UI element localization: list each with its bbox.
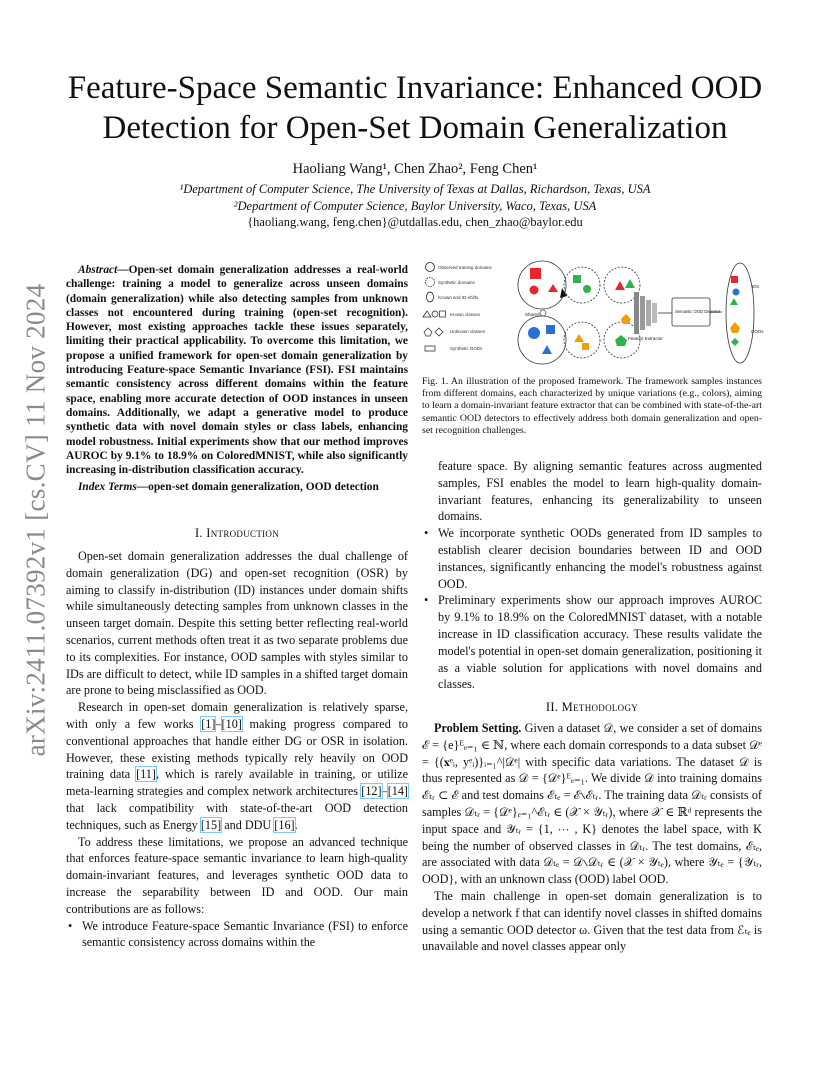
intro-paragraph-3: To address these limitations, we propose an advanced technique that enforces feature-space semantic invariance to learn high-quality domain-invariant features, and leverages synthetic OOD data to increase the separability between ID and OOD. Our main contributions are as follows: [66,834,408,916]
contribution-bullet-1-continued: feature space. By aligning semantic features across augmented samples, FSI enables the model to learn high-quality domain-invariant features, enhancing its generalizability to unseen domains. [438,459,762,524]
affiliation-2: ²Department of Computer Science, Baylor University, Waco, Texas, USA [233,199,597,213]
citation-link[interactable]: [12] [361,784,382,799]
legend-label: Observed training domains [438,265,492,270]
layer-block [646,300,651,326]
arxiv-identifier-text: arXiv:2411.07392v1 [cs.CV] 11 Nov 2024 [20,283,51,757]
index-terms-text: —open-set domain generalization, OOD detection [136,481,379,493]
author-emails: {haoliang.wang, feng.chen}@utdallas.edu, chen_zhao@baylor.edu [247,215,583,229]
citation-link[interactable]: [11] [136,767,156,782]
framework-figure [422,258,764,368]
legend-label: Known and ID-shifts [438,295,479,300]
shape-square [546,325,555,334]
introduction-body [66,548,408,951]
shape-square [731,276,738,283]
abstract-label: Abstract [78,264,118,276]
section-heading-methodology: II. Methodology [545,700,639,715]
legend-label: Synthetic OODs [450,346,483,351]
oods-label: OODs [751,329,764,334]
shape-circle [528,327,540,339]
abstract [66,263,408,477]
text-run: . [294,817,298,832]
text-run: – [381,784,388,799]
layer-block [652,303,657,323]
section-heading-introduction: I. Introduction [194,526,280,540]
layer-block [634,292,639,334]
paper-authors: Haoliang Wang¹, Chen Zhao², Feng Chen¹ [292,161,538,177]
ood-detector-label: Semantic OOD Detector [675,309,721,314]
text-run: making progress compared to conventional approaches that handle either DG or OSR in isolation. However, these existing methods typically rely heavily on OOD training data [66,716,408,782]
paper-title: Feature-Space Semantic Invariance: Enhanced OOD Detection for Open-Set Domain Generalization [67,70,763,146]
intro-paragraph-1: Open-set domain generalization addresses the dual challenge of domain generalization (DG) and open-set recognition (OSR) by aiming to classify in-distribution (ID) instances under domain shifts while simultaneously detecting samples from unknown classes in the unseen target domain. Despite this setting better reflecting real-world scenarios, current methods often treat it as two separate problems due to its complexities. For instance, OOD samples with styles similar to IDs are difficult to detect, while ID samples in a shifted target domain are prone to being misclassified as OOD. [66,549,408,698]
text-run: – [215,716,222,731]
citation-link[interactable]: [16] [274,817,295,832]
feature-extractor-label: Feature Extractor [628,336,663,341]
shape-circle [530,286,539,295]
contribution-bullet-1: • We introduce Feature-space Semantic Invariance (FSI) to enforce semantic consistency across domains within the [66,918,408,952]
citation-link[interactable]: [10] [221,716,242,731]
shape-circle [733,289,740,296]
contribution-bullet-3: • Preliminary experiments show our approach improves AUROC by 9.1% to 18.9% on the ColoredMNIST dataset, with a notable increase in ID classification accuracy. These results validate the model's potential in open-set domain generalization, positioning it as a viable solution for applications with novel domains and classes. [422,592,762,693]
problem-setting-runin: Problem Setting. [434,720,522,735]
legend-label: Known classes [450,312,481,317]
right-column-body [422,458,762,955]
shape-circle [583,285,591,293]
citation-link[interactable]: [1] [201,716,216,731]
arxiv-identifier [16,280,56,760]
intro-paragraph-2 [66,699,408,833]
shape-square [582,343,589,350]
index-terms-label: Index Terms [78,481,137,493]
shared-label: Shared [525,312,540,317]
layer-block [640,296,645,330]
methodology-paragraph-1 [422,720,762,888]
citation-link[interactable]: [15] [200,817,222,832]
abstract-text: —Open-set domain generalization addresses a real-world challenge: training a model to generalize across unseen domains (domain generalization) while also detecting samples from unknown classes not encountered during training (open-set recognition). However, most existing approaches tackle these issues separately, limiting their practical applicability. To overcome this limitation, we propose a unified framework for open-set domain generalization by introducing Feature-space Semantic Invariance (FSI). FSI maintains semantic consistency across different domains within the feature space, enabling more accurate detection of OOD instances in unseen domains. Additionally, we adapt a generative model to produce synthetic data with novel domain styles or class labels, enhancing model robustness. Initial experiments show that our method improves AUROC by 9.1% to 18.9% on ColoredMNIST, while also significantly increasing in-distribution classification accuracy. [66,264,408,477]
citation-link[interactable]: [14] [387,784,408,799]
figure-caption: Fig. 1. An illustration of the proposed framework. The framework samples instances from different domains, each characterized by unique variations (e.g., colors), aiming to learn a domain-invariant feature extractor that can be combined with state-of-the-art semantic OOD detectors to effectively address both domain generalization and open-set recognition challenges. [422,376,762,436]
legend-label: Synthetic domains [438,280,475,285]
legend-label: Unknown classes [450,329,486,334]
methodology-paragraph-2: The main challenge in open-set domain generalization is to develop a network f that can identify novel classes in shifted domains using a semantic OOD detector ω. Given that the test data from ℰₜₑ is unavailable and novel classes appear only [422,888,762,954]
shape-square [530,268,541,279]
shape-square [573,275,581,283]
text-run: , which is rarely available in training, or utilize meta-learning strategies and complex network architectures [66,767,408,799]
contribution-bullet-2: • We incorporate synthetic OODs generated from ID samples to establish clearer decision boundaries between ID and OOD instances, significantly enhancing the model's robustness against OOD. [422,525,762,592]
index-terms [66,480,408,494]
text-run: and DDU [221,817,275,832]
affiliation-1: ¹Department of Computer Science, The University of Texas at Dallas, Richardson, Texas, USA [179,182,651,196]
text-run: Research in open-set domain generalization is relatively sparse, with only a few works [66,700,408,731]
ids-label: IDs [752,284,759,289]
problem-setting-text: Given a dataset 𝒟, we consider a set of domains ℰ = {e}ᴱₑ₌₁ ∈ ℕ, where each domain corresponds to a data subset 𝒟ᵉ = {(𝐱ᵉᵢ, yᵉᵢ)}ᵢ₌₁^|𝒟ᵉ| with specific data variations. The dataset 𝒟 is thus represented as 𝒟 = {𝒟ᵉ}ᴱₑ₌₁. We divide 𝒟 into training domains ℰₜᵣ ⊂ ℰ and test domains ℰₜₑ = ℰ∖ℰₜᵣ. The training data 𝒟ₜᵣ consists of samples 𝒟ₜᵣ = {𝒟ᵉ}ₑ₌₁^ℰₜᵣ ∈ (𝒳 × 𝒴ₜᵣ), where 𝒳 ∈ ℝᵈ represents the input space and 𝒴ₜᵣ = {1, ⋯ , K} denotes the label space, with K being the number of observed classes in 𝒟ₜᵣ. The test domains, ℰₜₑ, are associated with data 𝒟ₜₑ = 𝒟∖𝒟ₜᵣ ∈ (𝒳 × 𝒴ₜₑ), where 𝒴ₜₑ = {𝒴ₜᵣ, OOD}, with an unknown class (OOD) label OOD. [422,720,762,887]
text-run: that lack compatibility with state-of-the-art OOD detection techniques, such as Energy [66,800,408,832]
